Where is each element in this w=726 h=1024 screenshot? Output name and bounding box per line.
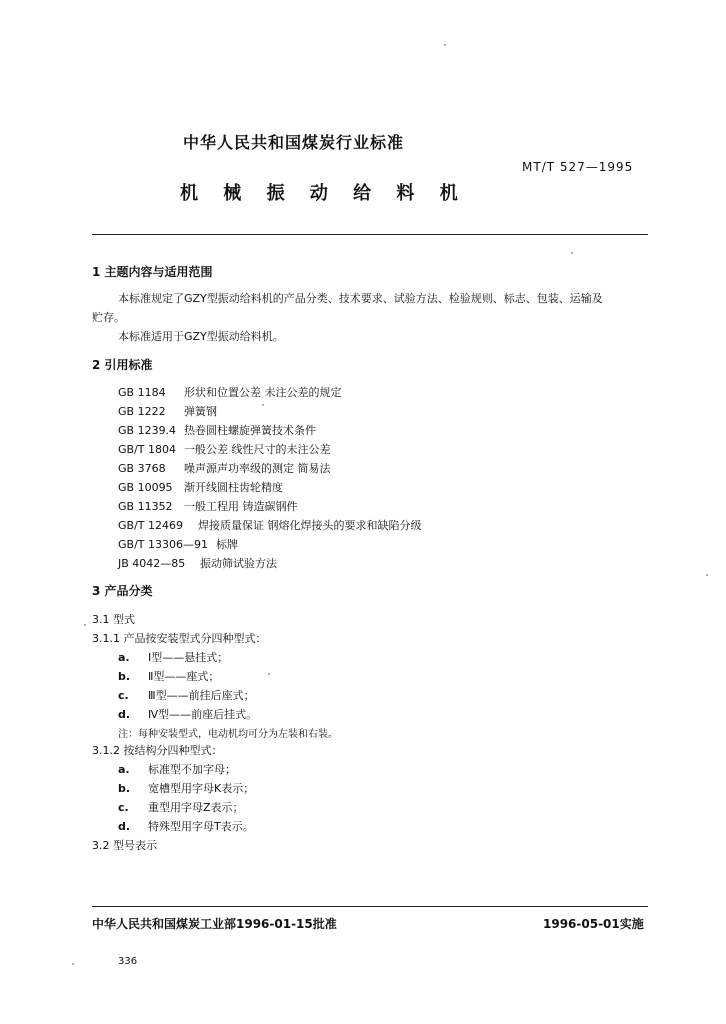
title-char: 给 <box>353 183 372 204</box>
subsection-3-1-1: 3.1.1 产品按安装型式分四种型式： <box>92 632 267 645</box>
reference-title: 噪声源声功率级的测定 简易法 <box>184 462 331 475</box>
item-text: 重型用字母Z表示； <box>148 801 244 814</box>
section-1-para-1-line-1: 本标准规定了GZY型振动给料机的产品分类、技术要求、试验方法、检验规则、标志、包装、运输及 <box>118 292 603 305</box>
item-text: 宽槽型用字母K表示； <box>148 782 255 795</box>
reference-title: 弹簧钢 <box>184 405 217 418</box>
footer-divider <box>92 906 648 907</box>
install-type-item <box>118 706 257 722</box>
reference-item <box>118 422 316 438</box>
item-text: 标准型不加字母； <box>148 763 236 776</box>
subsection-3-2: 3.2 型号表示 <box>92 839 157 852</box>
scan-speck <box>262 404 264 406</box>
struct-type-item <box>118 780 254 796</box>
reference-item <box>118 403 217 419</box>
scan-speck <box>706 574 708 576</box>
reference-code: GB 10095 <box>118 481 173 494</box>
reference-code: GB 1184 <box>118 386 166 399</box>
reference-item <box>118 536 238 552</box>
item-text: 特殊型用字母T表示。 <box>148 820 254 833</box>
item-letter: d. <box>118 820 131 833</box>
standard-code: MT/T 527—1995 <box>522 160 634 174</box>
reference-item <box>118 460 331 476</box>
reference-title: 振动筛试验方法 <box>200 557 277 570</box>
section-1-para-1-line-2: 贮存。 <box>92 311 125 324</box>
scan-speck <box>72 963 74 965</box>
title-char: 机 <box>180 183 198 204</box>
item-letter: b. <box>118 782 131 795</box>
header-divider <box>92 234 648 235</box>
title-char: 振 <box>266 183 285 204</box>
struct-type-item <box>118 799 244 815</box>
reference-code: GB 1239.4 <box>118 424 177 437</box>
section-1-para-2: 本标准适用于GZY型振动给料机。 <box>118 330 284 343</box>
item-letter: c. <box>118 801 129 814</box>
install-type-item <box>118 687 255 703</box>
item-text: Ⅰ型——悬挂式； <box>148 651 229 664</box>
item-text: Ⅳ型——前座后挂式。 <box>148 708 258 721</box>
page-number: 336 <box>118 956 138 967</box>
scan-speck <box>571 252 573 254</box>
reference-item <box>118 555 277 571</box>
reference-code: GB 1222 <box>118 405 166 418</box>
reference-item <box>118 517 422 533</box>
scan-speck <box>84 624 86 626</box>
item-letter: a. <box>118 763 130 776</box>
reference-title: 一般公差 线性尺寸的未注公差 <box>184 443 331 456</box>
reference-code: GB/T 13306—91 <box>118 538 208 551</box>
title-char: 动 <box>309 183 328 204</box>
scan-speck <box>444 44 446 46</box>
reference-title: 标牌 <box>216 538 238 551</box>
item-text: Ⅱ型——座式； <box>148 670 220 683</box>
reference-code: GB/T 1804 <box>118 443 176 456</box>
reference-title: 形状和位置公差 未注公差的规定 <box>184 386 342 399</box>
standard-title: 中华人民共和国煤炭行业标准 <box>183 133 405 152</box>
title-char: 械 <box>223 183 242 204</box>
item-letter: d. <box>118 708 131 721</box>
struct-type-item <box>118 761 236 777</box>
reference-item <box>118 441 331 457</box>
reference-code: GB 3768 <box>118 462 166 475</box>
reference-code: JB 4042—85 <box>118 557 186 570</box>
struct-type-item <box>118 818 254 834</box>
reference-title: 焊接质量保证 钢熔化焊接头的要求和缺陷分级 <box>198 519 422 532</box>
install-type-item <box>118 668 219 684</box>
title-char: 料 <box>396 183 415 204</box>
approval-line: 中华人民共和国煤炭工业部1996-01-15批准 <box>92 917 337 931</box>
item-letter: c. <box>118 689 129 702</box>
reference-title: 热卷圆柱螺旋弹簧技术条件 <box>184 424 316 437</box>
subsection-3-1-2: 3.1.2 按结构分四种型式： <box>92 744 223 757</box>
item-text: Ⅲ型——前挂后座式； <box>148 689 255 702</box>
title-char: 机 <box>439 183 458 204</box>
item-letter: a. <box>118 651 130 664</box>
section-1-heading: 1 主题内容与适用范围 <box>92 265 213 279</box>
section-2-heading: 2 引用标准 <box>92 358 153 372</box>
install-note: 注：每种安装型式，电动机均可分为左装和右装。 <box>118 729 338 740</box>
reference-title: 渐开线圆柱齿轮精度 <box>184 481 283 494</box>
scan-speck <box>268 673 270 675</box>
install-type-item <box>118 649 228 665</box>
subsection-3-1: 3.1 型式 <box>92 613 135 626</box>
reference-item <box>118 479 283 495</box>
reference-code: GB 11352 <box>118 500 173 513</box>
item-letter: b. <box>118 670 131 683</box>
reference-item <box>118 498 298 514</box>
reference-code: GB/T 12469 <box>118 519 183 532</box>
document-title <box>180 179 477 205</box>
reference-item <box>118 384 342 400</box>
effective-date: 1996-05-01实施 <box>543 917 644 931</box>
section-3-heading: 3 产品分类 <box>92 584 153 598</box>
reference-title: 一般工程用 铸造碳钢件 <box>184 500 298 513</box>
